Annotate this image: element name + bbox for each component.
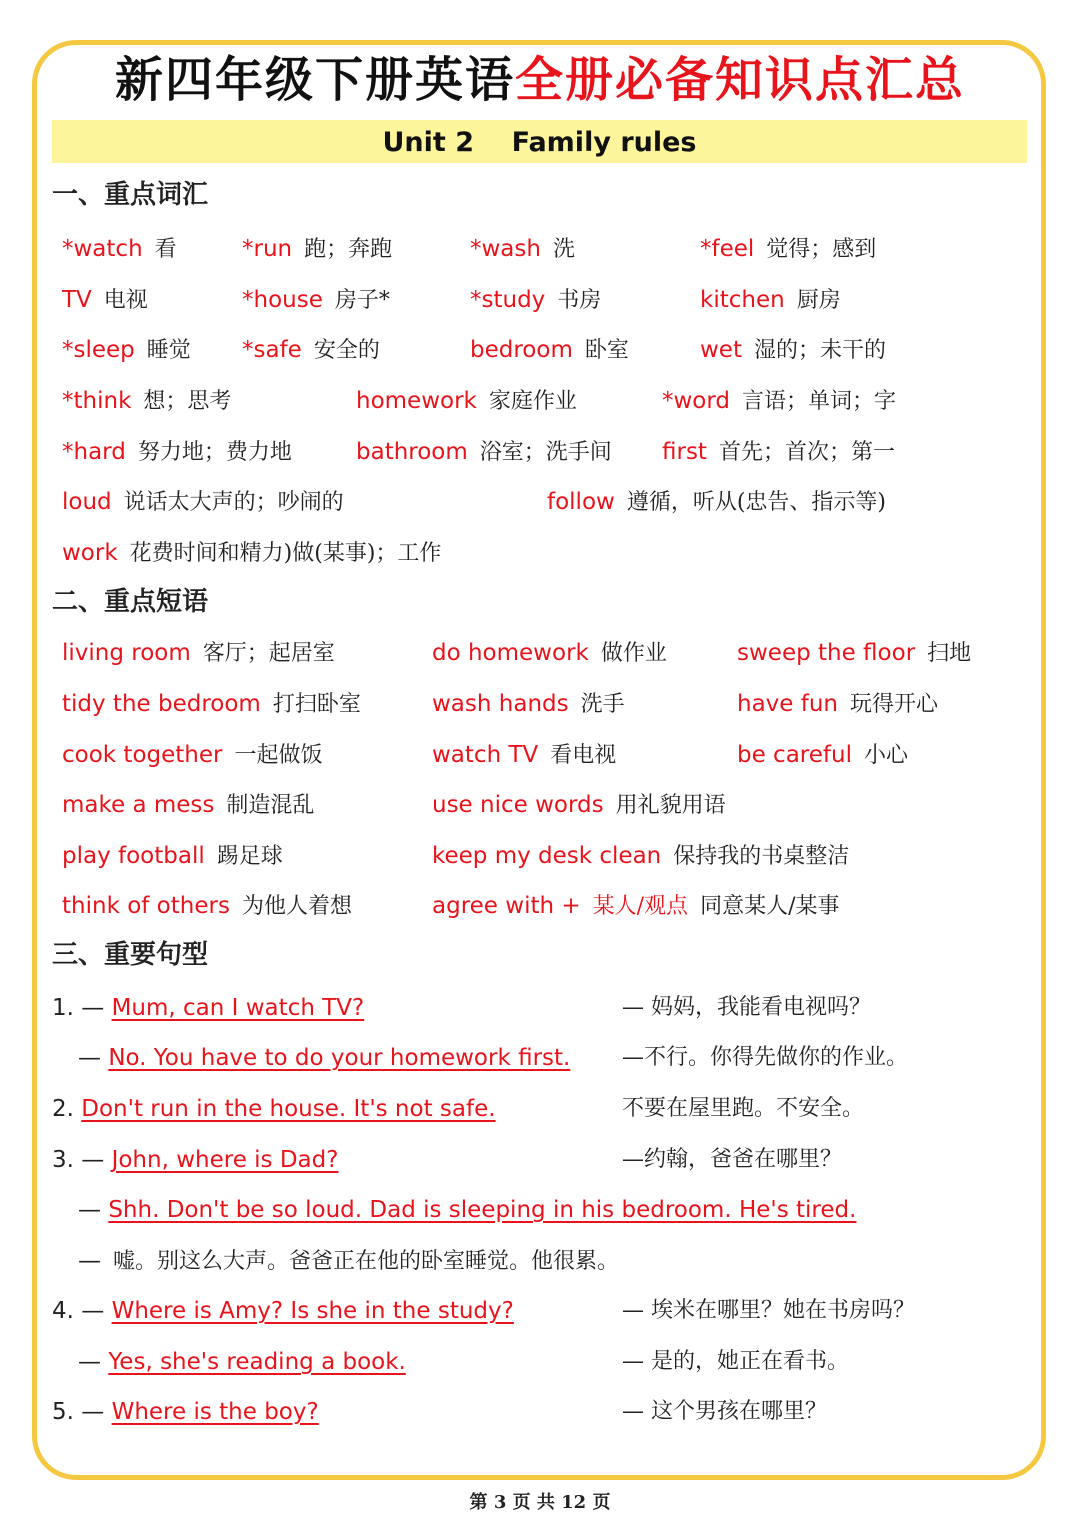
sentence-prefix: 5. — bbox=[52, 1399, 105, 1425]
vocab-item bbox=[470, 335, 629, 366]
vocab-english: *safe bbox=[242, 337, 302, 363]
vocab-chinese: 花费时间和精力)做(某事)；工作 bbox=[129, 541, 442, 566]
sentence-line bbox=[78, 1195, 856, 1225]
phrase-item bbox=[432, 638, 667, 669]
vocab-english: *study bbox=[470, 287, 546, 313]
sentence-line bbox=[52, 1296, 514, 1326]
sentence-line bbox=[78, 1347, 406, 1377]
vocab-english: bedroom bbox=[470, 337, 573, 363]
vocab-heading: 一、重点词汇 bbox=[52, 180, 209, 210]
vocab-item bbox=[62, 335, 191, 366]
phrase-chinese: 做作业 bbox=[600, 641, 667, 666]
vocab-english: wet bbox=[700, 337, 742, 363]
vocab-chinese: 安全的 bbox=[313, 338, 380, 363]
phrase-item bbox=[737, 689, 938, 720]
sentence-english: Don't run in the house. It's not safe. bbox=[81, 1096, 496, 1122]
vocab-item bbox=[700, 234, 876, 265]
vocab-english: homework bbox=[356, 388, 477, 414]
vocab-item bbox=[700, 285, 841, 316]
phrases-heading: 二、重点短语 bbox=[52, 587, 209, 617]
vocab-item bbox=[62, 234, 177, 265]
sentence-english: No. You have to do your homework first. bbox=[108, 1045, 571, 1071]
sentence-english: Mum, can I watch TV? bbox=[111, 995, 365, 1021]
vocab-item bbox=[356, 386, 577, 417]
vocab-item bbox=[662, 437, 895, 468]
vocab-chinese: 说话太大声的；吵闹的 bbox=[123, 490, 344, 515]
phrase-chinese: 保持我的书桌整洁 bbox=[673, 844, 850, 869]
phrase-english: living room bbox=[62, 640, 191, 666]
vocab-chinese: 睡觉 bbox=[146, 338, 191, 363]
phrase-english: have fun bbox=[737, 691, 838, 717]
phrase-chinese: 洗手 bbox=[580, 692, 625, 717]
vocab-chinese: 努力地；费力地 bbox=[137, 440, 292, 465]
phrase-chinese: 看电视 bbox=[550, 743, 617, 768]
vocab-chinese: 卧室 bbox=[584, 338, 629, 363]
sentence-prefix: — bbox=[78, 1045, 101, 1071]
sentence-english: Shh. Don't be so loud. Dad is sleeping in his bedroom. He's tired. bbox=[108, 1197, 857, 1223]
title-part-red: 全册必备知识点汇总 bbox=[515, 52, 966, 108]
phrase-chinese: 一起做饭 bbox=[234, 743, 323, 768]
phrase-item bbox=[62, 891, 352, 922]
sentence-prefix: — bbox=[78, 1197, 101, 1223]
phrase-chinese: 制造混乱 bbox=[226, 793, 315, 818]
sentence-english: John, where is Dad? bbox=[111, 1147, 339, 1173]
vocab-chinese: 湿的；未干的 bbox=[753, 338, 886, 363]
phrase-chinese: 玩得开心 bbox=[850, 692, 939, 717]
phrase-chinese: 为他人着想 bbox=[241, 894, 352, 919]
vocab-english: *house bbox=[242, 287, 323, 313]
vocab-chinese: 洗 bbox=[552, 237, 575, 262]
vocab-item bbox=[662, 386, 896, 417]
sentences-heading: 三、重要句型 bbox=[52, 940, 209, 970]
sentence-chinese: 嘘。别这么大声。爸爸正在他的卧室睡觉。他很累。 bbox=[113, 1249, 620, 1274]
title-part-black: 新四年级下册英语 bbox=[114, 52, 515, 108]
vocab-item bbox=[62, 386, 231, 417]
sentence-prefix: 1. — bbox=[52, 995, 105, 1021]
vocab-chinese: 想；思考 bbox=[143, 389, 232, 414]
phrase-english: wash hands bbox=[432, 691, 569, 717]
phrase-item bbox=[62, 689, 361, 720]
sentence-english: Yes, she's reading a book. bbox=[108, 1349, 406, 1375]
vocab-item bbox=[547, 487, 886, 518]
vocab-item bbox=[62, 285, 148, 316]
vocab-chinese: 看 bbox=[154, 237, 177, 262]
sentence-line bbox=[52, 1094, 496, 1124]
vocab-english: *feel bbox=[700, 236, 755, 262]
vocab-english: work bbox=[62, 540, 118, 566]
vocab-english: follow bbox=[547, 489, 615, 515]
phrase-english: tidy the bedroom bbox=[62, 691, 261, 717]
phrase-english: agree with + bbox=[432, 893, 581, 919]
vocab-english: *sleep bbox=[62, 337, 135, 363]
sentence-chinese: —不行。你得先做你的作业。 bbox=[622, 1045, 909, 1070]
sentence-line bbox=[78, 1043, 570, 1073]
phrase-item bbox=[432, 790, 726, 821]
sentence-prefix: — bbox=[78, 1349, 101, 1375]
sentence-chinese: — 是的，她正在看书。 bbox=[622, 1349, 849, 1374]
sentence-english: Where is Amy? Is she in the study? bbox=[111, 1298, 514, 1324]
phrase-english: sweep the floor bbox=[737, 640, 916, 666]
sentence-chinese: — 妈妈，我能看电视吗？ bbox=[622, 995, 871, 1020]
sentence-chinese: — 这个男孩在哪里？ bbox=[622, 1399, 827, 1424]
phrase-chinese: 客厅；起居室 bbox=[202, 641, 335, 666]
vocab-chinese: 首先；首次；第一 bbox=[718, 440, 895, 465]
phrase-item bbox=[432, 891, 839, 922]
vocab-chinese: 电视 bbox=[103, 288, 148, 313]
phrase-item bbox=[62, 638, 335, 669]
phrase-english: make a mess bbox=[62, 792, 215, 818]
phrase-english: use nice words bbox=[432, 792, 604, 818]
phrase-item bbox=[62, 790, 314, 821]
vocab-item bbox=[62, 487, 344, 518]
phrase-chinese: 扫地 bbox=[927, 641, 972, 666]
vocab-item bbox=[62, 437, 292, 468]
phrase-item bbox=[62, 841, 283, 872]
vocab-chinese: 跑；奔跑 bbox=[304, 237, 393, 262]
vocab-chinese: 厨房 bbox=[796, 288, 841, 313]
sentence-prefix: — bbox=[78, 1248, 101, 1274]
phrase-chinese: 同意某人/某事 bbox=[700, 894, 840, 919]
vocab-item bbox=[242, 285, 390, 316]
vocab-item bbox=[700, 335, 886, 366]
sentence-line bbox=[78, 1246, 619, 1277]
phrase-english: cook together bbox=[62, 742, 223, 768]
unit-banner: Unit 2 Family rules bbox=[52, 120, 1027, 163]
sentence-prefix: 4. — bbox=[52, 1298, 105, 1324]
vocab-english: TV bbox=[62, 287, 92, 313]
sentence-prefix: 2. bbox=[52, 1096, 74, 1122]
vocab-english: *word bbox=[662, 388, 731, 414]
vocab-chinese: 遵循，听从(忠告、指示等) bbox=[626, 490, 887, 515]
sentence-english: Where is the boy? bbox=[111, 1399, 319, 1425]
vocab-item bbox=[470, 285, 601, 316]
vocab-english: bathroom bbox=[356, 439, 468, 465]
sentence-chinese: —约翰，爸爸在哪里？ bbox=[622, 1147, 843, 1172]
vocab-item bbox=[356, 437, 612, 468]
vocab-chinese: 书房 bbox=[557, 288, 602, 313]
phrase-item bbox=[432, 841, 849, 872]
sentence-prefix: 3. — bbox=[52, 1147, 105, 1173]
vocab-chinese: 房子* bbox=[334, 288, 390, 313]
vocab-english: kitchen bbox=[700, 287, 785, 313]
vocab-item bbox=[242, 335, 380, 366]
vocab-english: *hard bbox=[62, 439, 126, 465]
phrase-chinese: 用礼貌用语 bbox=[615, 793, 726, 818]
sentence-chinese: 不要在屋里跑。不安全。 bbox=[622, 1096, 865, 1121]
vocab-chinese: 言语；单词；字 bbox=[742, 389, 897, 414]
phrase-chinese: 小心 bbox=[863, 743, 908, 768]
phrase-english: think of others bbox=[62, 893, 230, 919]
phrase-item bbox=[737, 638, 971, 669]
phrase-item bbox=[432, 740, 616, 771]
vocab-english: *wash bbox=[470, 236, 541, 262]
vocab-chinese: 家庭作业 bbox=[488, 389, 577, 414]
phrase-english: do homework bbox=[432, 640, 589, 666]
sentence-line bbox=[52, 1145, 338, 1175]
vocab-chinese: 觉得；感到 bbox=[766, 237, 877, 262]
phrase-chinese: 打扫卧室 bbox=[272, 692, 361, 717]
phrase-object-placeholder: 某人/观点 bbox=[592, 894, 689, 919]
page-footer: 第 3 页 共 12 页 bbox=[469, 1492, 611, 1513]
vocab-english: first bbox=[662, 439, 707, 465]
phrase-item bbox=[737, 740, 908, 771]
phrase-english: keep my desk clean bbox=[432, 843, 662, 869]
sentence-line bbox=[52, 1397, 319, 1427]
phrase-english: be careful bbox=[737, 742, 852, 768]
vocab-item bbox=[62, 538, 441, 569]
phrase-english: play football bbox=[62, 843, 205, 869]
phrase-item bbox=[432, 689, 625, 720]
vocab-chinese: 浴室；洗手间 bbox=[479, 440, 612, 465]
phrase-english: watch TV bbox=[432, 742, 539, 768]
vocab-english: loud bbox=[62, 489, 112, 515]
phrase-item bbox=[62, 740, 322, 771]
page-title bbox=[0, 48, 1080, 112]
phrase-chinese: 踢足球 bbox=[216, 844, 283, 869]
vocab-item bbox=[242, 234, 392, 265]
vocab-english: *watch bbox=[62, 236, 143, 262]
sentence-line bbox=[52, 993, 364, 1023]
vocab-english: *think bbox=[62, 388, 132, 414]
vocab-item bbox=[470, 234, 575, 265]
sentence-chinese: — 埃米在哪里？她在书房吗？ bbox=[622, 1298, 915, 1323]
vocab-english: *run bbox=[242, 236, 293, 262]
